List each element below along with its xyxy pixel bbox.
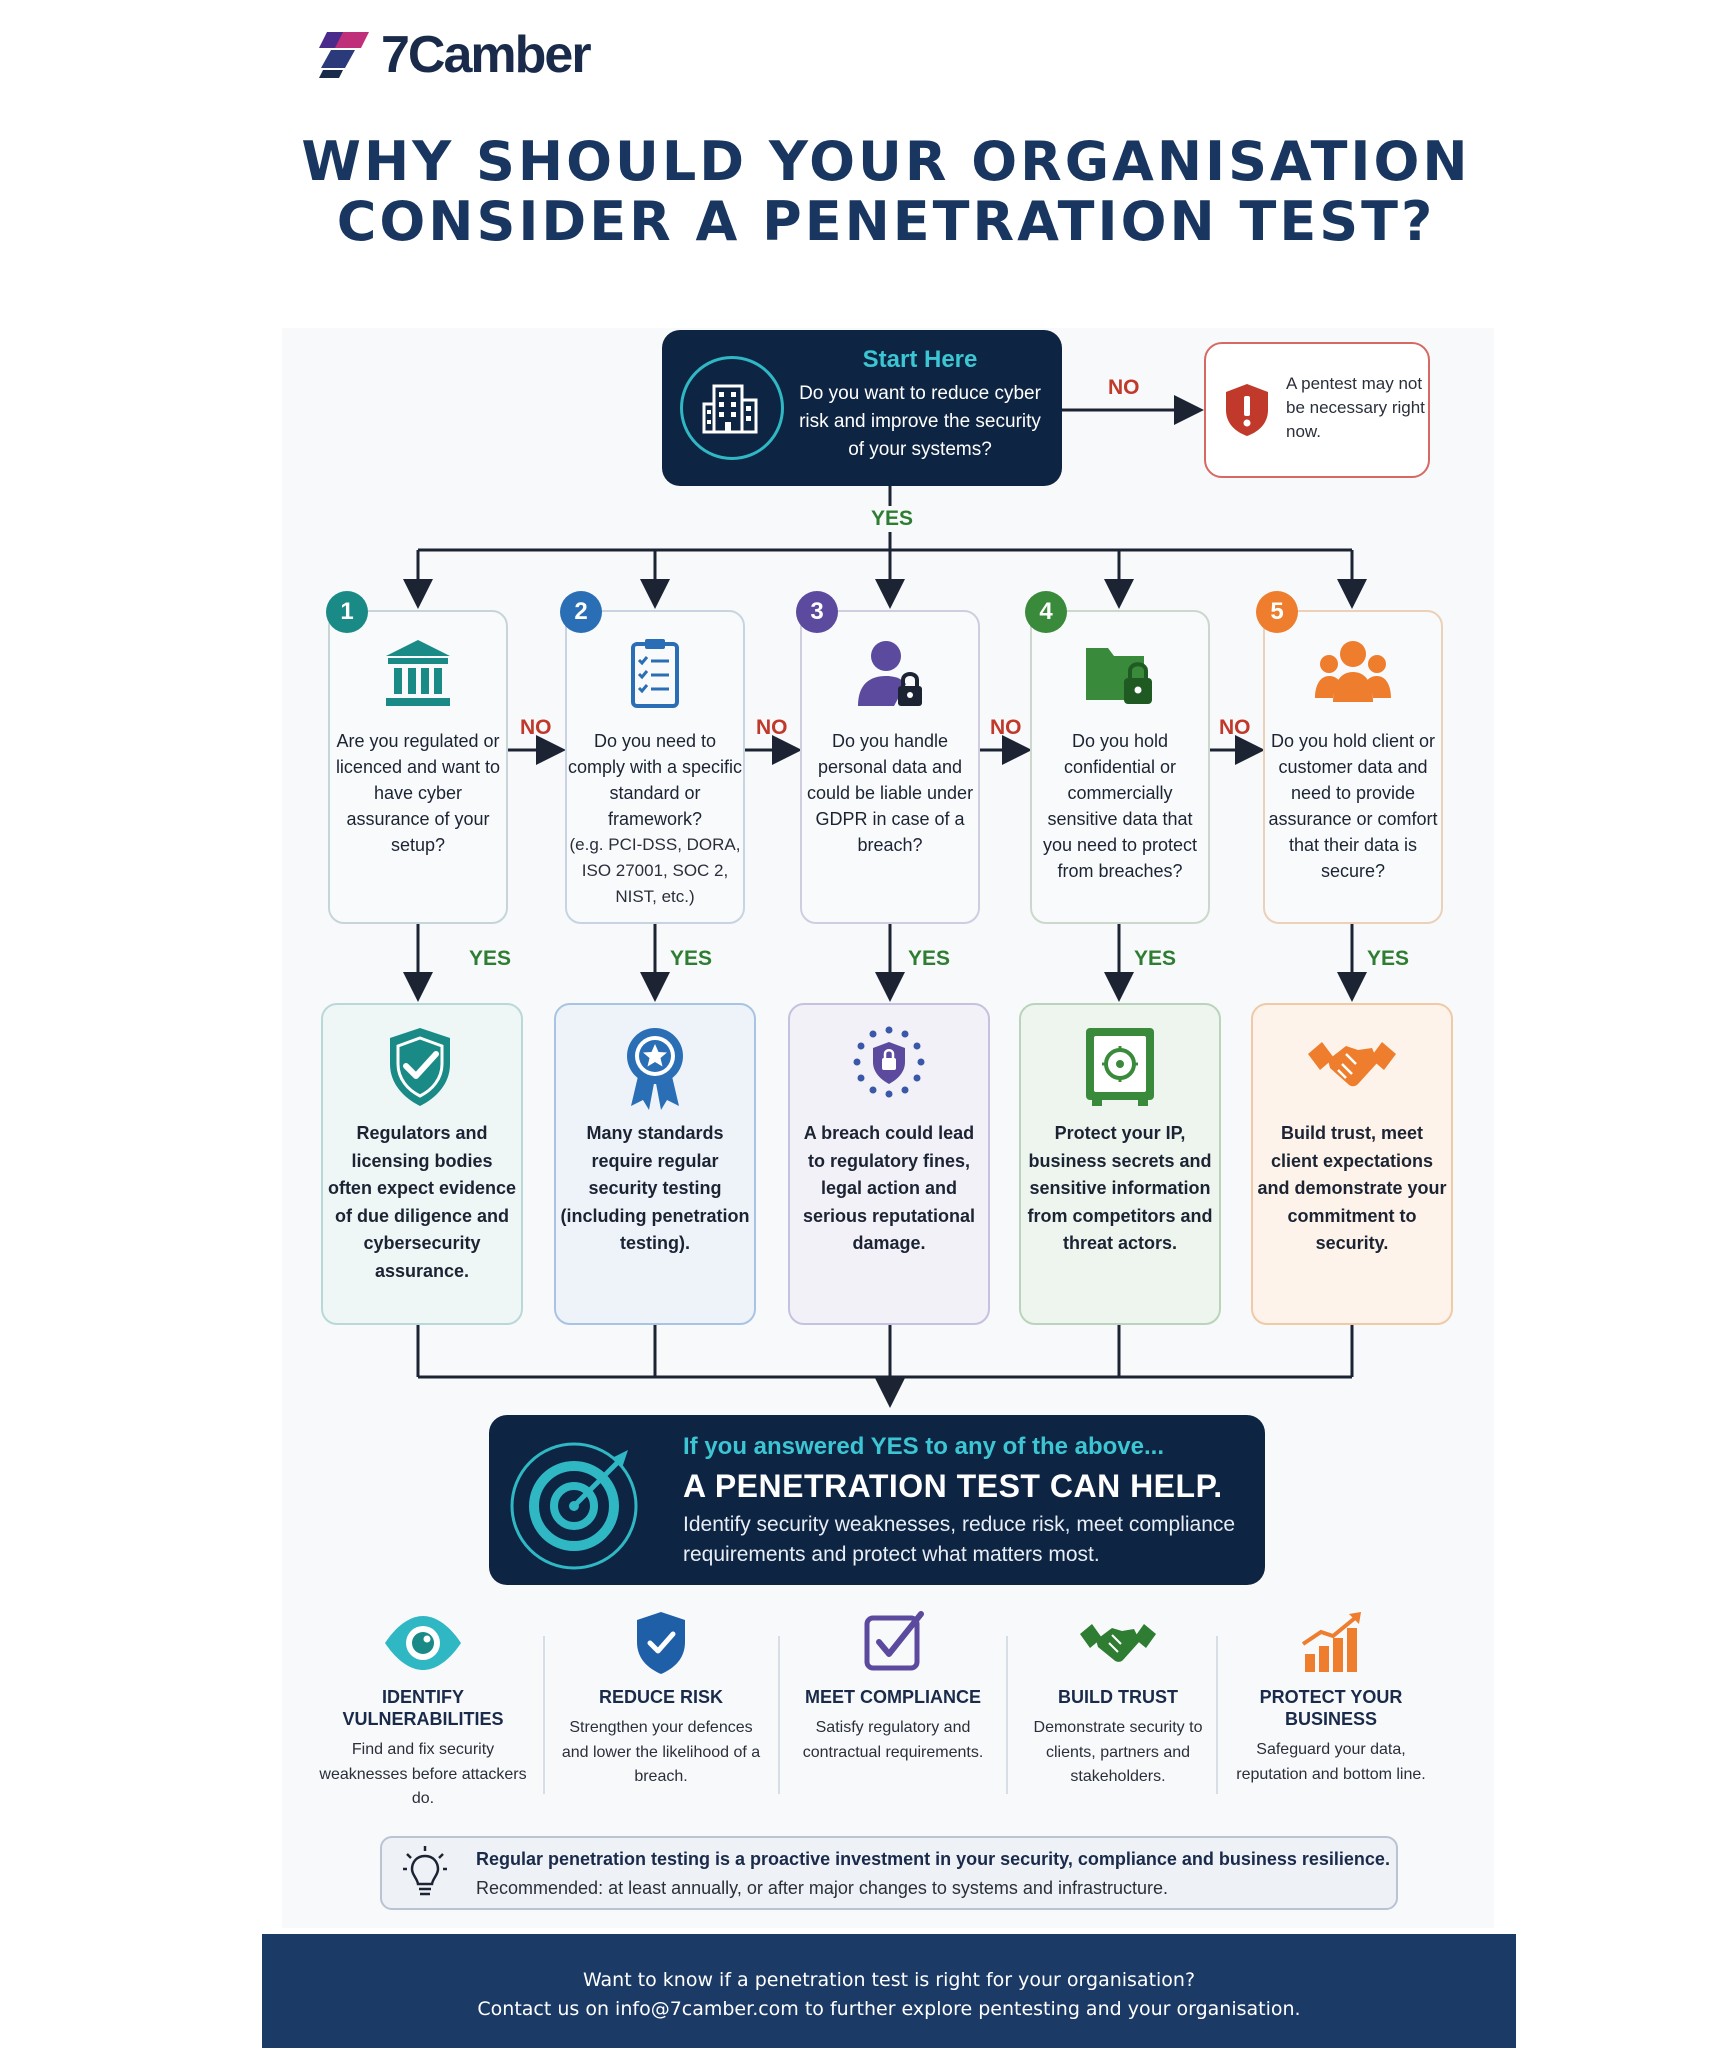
locked-folder-icon	[1080, 636, 1160, 712]
award-badge-icon	[609, 1024, 701, 1110]
step-number-1: 1	[326, 591, 368, 633]
cta-intro: If you answered YES to any of the above...	[683, 1433, 1165, 1460]
benefit-build-trust-title: BUILD TRUST	[1058, 1687, 1178, 1707]
yes-label-3: YES	[908, 947, 951, 970]
question-text-5	[1265, 728, 1441, 884]
institution-icon	[378, 636, 458, 712]
question-text-3-main: Do you handle personal data and could be liable under GDPR in case of a breach?	[806, 731, 974, 855]
benefit-identify-desc: Find and fix security weaknesses before attackers do.	[319, 1741, 527, 1807]
benefit-build-trust-desc: Demonstrate security to clients, partners and stakeholders.	[1033, 1719, 1203, 1785]
handshake-icon	[1078, 1610, 1158, 1676]
benefit-protect-business-desc: Safeguard your data, reputation and bottom line.	[1236, 1741, 1426, 1783]
benefit-compliance-desc: Satisfy regulatory and contractual requirements.	[802, 1719, 984, 1761]
benefit-divider	[778, 1636, 780, 1794]
footer-line-1: Want to know if a penetration test is right for your organisation?	[582, 1969, 1196, 1991]
clipboard-checklist-icon	[615, 636, 695, 712]
question-text-1	[330, 728, 506, 858]
group-icon	[1313, 636, 1393, 712]
brand-name: 7Camber	[381, 26, 590, 84]
no-label-3: NO	[990, 716, 1022, 739]
lightbulb-icon	[402, 1844, 448, 1900]
eye-icon	[383, 1610, 463, 1676]
benefit-reduce-risk-title: REDUCE RISK	[598, 1687, 723, 1707]
step-number-5: 5	[1256, 591, 1298, 633]
answer-text-1: Regulators and licensing bodies often expect evidence of due diligence and cybersecurity assurance.	[327, 1123, 517, 1281]
benefit-compliance	[788, 1610, 998, 1765]
warning-shield-icon	[1222, 382, 1272, 438]
answer-text-2: Many standards require regular security testing (including penetration testing).	[560, 1123, 750, 1253]
handshake-icon	[1306, 1024, 1398, 1110]
benefit-protect-business	[1226, 1610, 1436, 1787]
title-line-1: WHY SHOULD YOUR ORGANISATION	[301, 130, 1471, 193]
shield-check-icon	[374, 1024, 466, 1110]
benefit-divider	[1216, 1636, 1218, 1794]
benefit-compliance-title: MEET COMPLIANCE	[804, 1687, 981, 1707]
question-text-4	[1032, 728, 1208, 884]
question-text-2	[567, 728, 743, 910]
step-number-4: 4	[1025, 591, 1067, 633]
footer-contact	[262, 1966, 1516, 2024]
question-text-4-main: Do you hold confidential or commercially sensitive data that you need to protect from breaches?	[1042, 731, 1198, 881]
user-lock-icon	[850, 636, 930, 712]
benefit-divider	[543, 1636, 545, 1794]
start-no-label: NO	[1108, 376, 1140, 399]
yes-label-2: YES	[670, 947, 713, 970]
start-yes-label: YES	[871, 507, 914, 530]
cta-headline: A PENETRATION TEST CAN HELP.	[683, 1468, 1223, 1504]
start-question: Do you want to reduce cyber risk and improve the security of your systems?	[799, 383, 1041, 460]
target-arrow-icon	[508, 1436, 644, 1572]
cta-description: Identify security weaknesses, reduce risk, meet compliance requirements and protect what matters most.	[683, 1513, 1236, 1566]
no-label-1: NO	[520, 716, 552, 739]
no-label-4: NO	[1219, 716, 1251, 739]
benefit-reduce-risk-desc: Strengthen your defences and lower the likelihood of a breach.	[561, 1719, 761, 1785]
title-line-2: CONSIDER A PENETRATION TEST?	[336, 190, 1436, 253]
question-text-2-main: Do you need to comply with a specific standard or framework?	[567, 731, 743, 829]
question-text-3	[802, 728, 978, 858]
yes-label-1: YES	[469, 947, 512, 970]
benefit-build-trust	[1013, 1610, 1223, 1790]
benefit-identify-title: IDENTIFY VULNERABILITIES	[342, 1687, 504, 1729]
building-icon	[680, 356, 784, 460]
yes-label-5: YES	[1367, 947, 1410, 970]
answer-text-3: A breach could lead to regulatory fines, legal action and serious reputational damage.	[802, 1123, 976, 1253]
no-label-2: NO	[756, 716, 788, 739]
no-outcome-text: A pentest may not be necessary right now.	[1286, 374, 1425, 441]
step-number-2: 2	[560, 591, 602, 633]
start-heading: Start Here	[862, 346, 978, 373]
benefit-reduce-risk	[556, 1610, 766, 1790]
answer-text-5: Build trust, meet client expectations and demonstrate your commitment to security.	[1257, 1123, 1447, 1253]
question-text-2-examples: (e.g. PCI-DSS, DORA, ISO 27001, SOC 2, NIST, etc.)	[569, 835, 741, 906]
safe-icon	[1074, 1024, 1166, 1110]
benefit-divider	[1006, 1636, 1008, 1794]
growth-chart-icon	[1291, 1610, 1371, 1676]
note-statement: Regular penetration testing is a proactive investment in your security, compliance and business resilience.	[476, 1849, 1390, 1869]
checkbox-icon	[853, 1610, 933, 1676]
eu-shield-lock-icon	[843, 1024, 935, 1110]
benefit-identify	[318, 1610, 528, 1812]
yes-label-4: YES	[1134, 947, 1177, 970]
benefit-protect-business-title: PROTECT YOUR BUSINESS	[1259, 1687, 1403, 1729]
note-recommendation: Recommended: at least annually, or after major changes to systems and infrastructure.	[476, 1878, 1168, 1898]
question-text-5-main: Do you hold client or customer data and need to provide assurance or comfort that their data is secure?	[1268, 731, 1438, 881]
step-number-3: 3	[796, 591, 838, 633]
answer-text-4: Protect your IP, business secrets and sensitive information from competitors and threat actors.	[1027, 1123, 1213, 1253]
shield-check-icon	[621, 1610, 701, 1676]
question-text-1-main: Are you regulated or licenced and want to have cyber assurance of your setup?	[335, 731, 501, 855]
footer-line-2: Contact us on info@7camber.com to further explore pentesting and your organisation.	[477, 1998, 1301, 2020]
